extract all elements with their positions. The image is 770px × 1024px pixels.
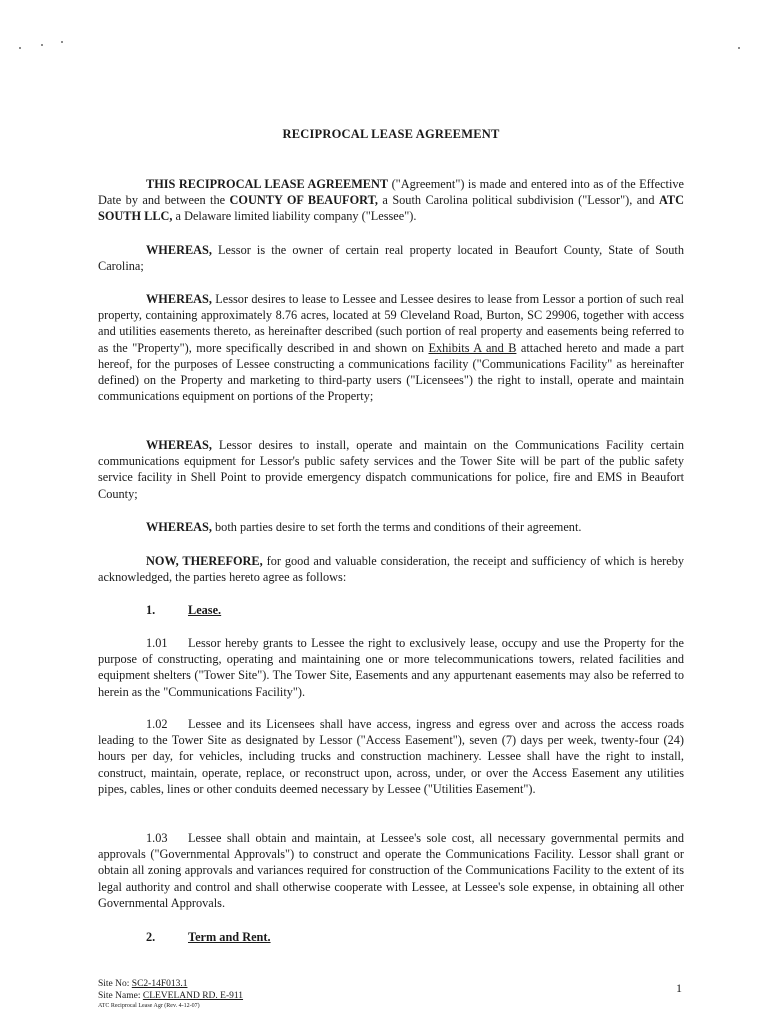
intro-paragraph: THIS RECIPROCAL LEASE AGREEMENT ("Agreement") is made and entered into as of the Effective Date by and between the COUNTY OF BEAUFORT, a South Carolina political subdivision ("Lessor"), and ATC SOUTH LLC, a Delaware limited liability company ("Lessee").: [98, 177, 684, 224]
clause-1-01: 1.01 Lessor hereby grants to Lessee the right to exclusively lease, occupy and use the Property for the purpose of constructing, operating and maintaining one or more telecommunications towers, related facilities and equipment shelters ("Tower Site"). The Tower Site, Easements and any appurtenant easements may also be referred to herein as the "Communications Facility").: [98, 636, 684, 699]
section-2-heading: 2. Term and Rent.: [146, 930, 271, 944]
whereas-paragraph-4: WHEREAS, both parties desire to set forth the terms and conditions of their agreement.: [146, 520, 582, 534]
scan-mark: [19, 47, 21, 49]
scan-mark: [738, 47, 740, 49]
whereas-paragraph-2: WHEREAS, Lessor desires to lease to Lessee and Lessee desires to lease from Lessor a portion of such real property, containing approximately 8.76 acres, located at 59 Cleveland Road, Burton, SC 29906, together with access and utilities easements thereto, as hereinafter described (such portion of real property and easements being referred to as the "Property"), more specifically described in and shown on Exhibits A and B attached hereto and made a part hereof, for the purposes of Lessee constructing a communications facility ("Communications Facility" as hereinafter defined) on the Property and marketing to third-party users ("Licensees") the right to install, operate and maintain communications equipment on portions of the Property;: [98, 292, 684, 404]
section-1-heading: 1. Lease.: [146, 603, 222, 617]
scan-mark: [41, 44, 43, 46]
exhibits-reference: Exhibits A and B: [428, 340, 517, 355]
form-revision-line: ATC Reciprocal Lease Agr (Rev. 4-12-07): [98, 1003, 200, 1009]
whereas-paragraph-3: WHEREAS, Lessor desires to install, operate and maintain on the Communications Facility certain communications equipment for Lessor's public safety services and the Tower Site will be part of the public safety service facility in Shell Point to provide emergency dispatch communications for police, fire and EMS in Beaufort County;: [98, 438, 684, 501]
page-footer: [98, 978, 243, 1010]
clause-1-03: 1.03 Lessee shall obtain and maintain, at Lessee's sole cost, all necessary governmental permits and approvals ("Governmental Approvals") to construct and operate the Communications Facility. Lessor shall grant or obtain all zoning approvals and variances required for construction of the Communications Facility to the extent of its legal authority and control and shall otherwise cooperate with Lessee, at Lessee's sole expense, in obtaining all other Governmental Approvals.: [98, 831, 684, 910]
whereas-paragraph-1: WHEREAS, Lessor is the owner of certain real property located in Beaufort County, State of South Carolina;: [98, 243, 684, 274]
site-name-line: Site Name: CLEVELAND RD. E-911: [98, 991, 244, 1001]
now-therefore-paragraph: NOW, THEREFORE, for good and valuable consideration, the receipt and sufficiency of which is hereby acknowledged, the parties hereto agree as follows:: [98, 554, 684, 585]
document-title: RECIPROCAL LEASE AGREEMENT: [282, 127, 500, 141]
site-number-line: Site No: SC2-14F013.1: [98, 979, 188, 989]
clause-1-02: 1.02 Lessee and its Licensees shall have access, ingress and egress over and across the access roads leading to the Tower Site as designated by Lessor ("Access Easement"), seven (7) days per week, twenty-four (24) hours per day, for vehicles, including trucks and construction machinery. Lessee shall have the right to install, construct, maintain, operate, replace, or reconstruct upon, across, under, or over the Access Easement any utilities pipes, cables, lines or other conduits deemed necessary by Lessee ("Utilities Easement").: [98, 717, 684, 796]
page-number: 1: [676, 981, 682, 995]
scan-mark: [61, 41, 63, 43]
